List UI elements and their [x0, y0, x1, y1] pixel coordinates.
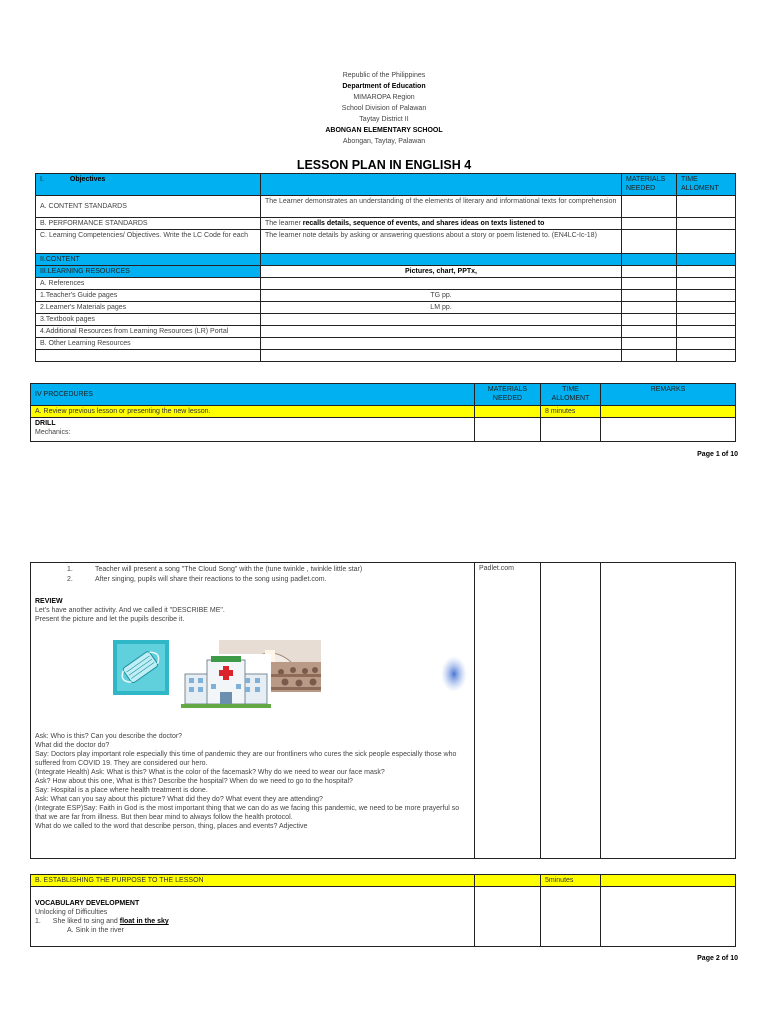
blue-blur-image: [441, 656, 467, 692]
review-lesson-time: 8 minutes: [541, 406, 601, 418]
cell: [601, 563, 736, 859]
step-2-text: After singing, pupils will share their reactions to the song using padlet.com.: [95, 576, 327, 583]
performance-bold: recalls details, sequence of events, and shares ideas on texts listened to: [302, 220, 545, 227]
question-line: What do we called to the word that describe person, thing, places and events? Adjective: [35, 823, 308, 830]
vocabulary-cell: [31, 887, 475, 947]
question-line: Say: Hospital is a place where health treatment is done.: [35, 787, 208, 794]
step-1: [35, 565, 470, 575]
cell: [677, 230, 736, 254]
question-line: Ask? How about this one, What is this? Describe the hospital? When do we need to go to the hospital?: [35, 778, 353, 785]
cell: [622, 266, 677, 278]
header-department: Department of Education: [342, 83, 426, 90]
facemask-image: [113, 640, 169, 695]
question-line: Say: Doctors play important role especially this time of pandemic they are our frontliners who cures the sick people especially those who suffered from COVID 19. They are considered our hero.: [35, 751, 457, 767]
document-header: [0, 70, 768, 147]
question-line: Ask: Who is this? Can you describe the doctor?: [35, 733, 183, 740]
question-line: (Integrate ESP)Say: Faith in God is the most important thing that we can do as we facing this pandemic, we need to be more prayerful so that we are far from illness. But then bear mind to always follow the health protocol.: [35, 805, 460, 821]
objectives-table: [35, 173, 736, 362]
content-label: II.CONTENT: [36, 254, 261, 266]
header-region: MIMAROPA Region: [353, 94, 415, 101]
purpose-label: B. ESTABLISHING THE PURPOSE TO THE LESSON: [31, 875, 475, 887]
review-lesson-label: A. Review previous lesson or presenting the new lesson.: [31, 406, 475, 418]
cell: [622, 290, 677, 302]
cell: [541, 418, 601, 442]
header-republic: Republic of the Philippines: [342, 72, 426, 79]
other-resources-label: B. Other Learning Resources: [36, 338, 261, 350]
teachers-guide-value: TG pp.: [261, 290, 622, 302]
drill-heading: DRILL: [35, 420, 56, 427]
cell: [601, 875, 736, 887]
cell: [677, 350, 736, 362]
purpose-time: 5minutes: [541, 875, 601, 887]
cell: [475, 418, 541, 442]
vocab-item-1-num: 1.: [35, 918, 41, 925]
objectives-num: I.: [40, 176, 44, 183]
activity-table: [30, 562, 736, 859]
cell: [261, 350, 622, 362]
objectives-header: [36, 174, 261, 196]
procedures-table: [30, 383, 736, 442]
cell: [677, 314, 736, 326]
vocabulary-heading: VOCABULARY DEVELOPMENT: [35, 900, 140, 907]
review-line-1: Let's have another activity. And we called it "DESCRIBE ME".: [35, 607, 225, 614]
step-2-num: 2.: [67, 576, 73, 583]
cell: [36, 350, 261, 362]
question-line: What did the doctor do?: [35, 742, 110, 749]
references-label: A. References: [36, 278, 261, 290]
cell: [622, 254, 677, 266]
unlocking-label: Unlocking of Difficulties: [35, 909, 108, 916]
review-line-2: Present the picture and let the pupils describe it.: [35, 616, 185, 623]
cell: [622, 314, 677, 326]
time-header: TIME ALLOMENT: [677, 174, 736, 196]
content-standards-value: The Learner demonstrates an understanding of the elements of literary and informational texts for comprehension: [261, 196, 622, 218]
cell: [541, 563, 601, 859]
cell: [677, 290, 736, 302]
header-division: School Division of Palawan: [341, 105, 427, 112]
cell: [677, 326, 736, 338]
cell: [622, 278, 677, 290]
cell: [622, 196, 677, 218]
materials-header: MATERIALS NEEDED: [622, 174, 677, 196]
cell: [475, 875, 541, 887]
lesson-plan-title: LESSON PLAN IN ENGLISH 4: [296, 158, 472, 172]
learners-materials-label: 2.Learner's Materials pages: [36, 302, 261, 314]
cell: [601, 406, 736, 418]
question-list: [35, 732, 470, 831]
purpose-table: [30, 874, 736, 947]
learning-resources-value: Pictures, chart, PPTx,: [261, 266, 622, 278]
cell: [677, 266, 736, 278]
cell: [677, 218, 736, 230]
cell: [601, 887, 736, 947]
header-school: ABONGAN ELEMENTARY SCHOOL: [325, 127, 443, 134]
cell: [541, 887, 601, 947]
cell: [261, 254, 622, 266]
cell: [475, 887, 541, 947]
cell: [622, 338, 677, 350]
cell: [622, 326, 677, 338]
lr-portal-label: 4.Additional Resources from Learning Resources (LR) Portal: [36, 326, 261, 338]
cell: [677, 196, 736, 218]
objectives-header-blank: [261, 174, 622, 196]
procedures-header: IV PROCEDURES: [31, 384, 475, 406]
cell: [622, 230, 677, 254]
cell: [677, 278, 736, 290]
cell: [622, 302, 677, 314]
question-line: Ask: What can you say about this picture? What did they do? What event they are attending?: [35, 796, 323, 803]
step-1-text: Teacher will present a song "The Cloud Song" with the (tune twinkle , twinkle little star): [95, 566, 363, 573]
performance-plain: The learner: [265, 220, 303, 227]
step-2: [35, 575, 470, 585]
drill-cell: [31, 418, 475, 442]
cell: [677, 254, 736, 266]
header-district: Taytay District II: [359, 116, 409, 123]
proc-materials-header: MATERIALS NEEDED: [475, 384, 541, 406]
page-number-2: Page 2 of 10: [697, 955, 738, 962]
cell: [601, 418, 736, 442]
page-number-1: Page 1 of 10: [697, 451, 738, 458]
learners-materials-value: LM pp.: [261, 302, 622, 314]
cell: [677, 338, 736, 350]
vocab-item-1-underlined: float in the sky: [119, 918, 169, 925]
competencies-value: The learner note details by asking or answering questions about a story or poem listened to. (EN4LC-Ic-18): [261, 230, 622, 254]
cell: [475, 406, 541, 418]
content-standards-label: A. CONTENT STANDARDS: [36, 196, 261, 218]
activity-materials: Padlet.com: [475, 563, 541, 859]
vocab-item-1: [35, 917, 470, 926]
proc-remarks-header: REMARKS: [601, 384, 736, 406]
objectives-label: Objectives: [69, 176, 106, 183]
cell: [261, 314, 622, 326]
performance-standards-value: [261, 218, 622, 230]
header-address: Abongan, Taytay, Palawan: [342, 138, 426, 145]
competencies-label: C. Learning Competencies/ Objectives. Write the LC Code for each: [36, 230, 261, 254]
hospital-image: [181, 654, 271, 710]
mechanics-label: Mechanics:: [35, 429, 71, 436]
teachers-guide-label: 1.Teacher's Guide pages: [36, 290, 261, 302]
textbook-label: 3.Textbook pages: [36, 314, 261, 326]
cell: [622, 218, 677, 230]
activity-content-cell: [31, 563, 475, 859]
step-1-num: 1.: [67, 566, 73, 573]
question-line: (Integrate Health) Ask: What is this? What is the color of the facemask? Why do we need to wear our face mask?: [35, 769, 385, 776]
vocab-item-1-text: She liked to sing and: [52, 918, 120, 925]
picture-strip: [35, 624, 470, 732]
vocab-choice-a: A. Sink in the river: [67, 927, 124, 934]
learning-resources-label: III.LEARNING RESOURCES: [36, 266, 261, 278]
proc-time-header: TIME ALLOMENT: [541, 384, 601, 406]
cell: [261, 326, 622, 338]
cell: [261, 278, 622, 290]
cell: [261, 338, 622, 350]
review-heading: REVIEW: [35, 598, 63, 605]
performance-standards-label: B. PERFORMANCE STANDARDS: [36, 218, 261, 230]
cell: [677, 302, 736, 314]
cell: [622, 350, 677, 362]
